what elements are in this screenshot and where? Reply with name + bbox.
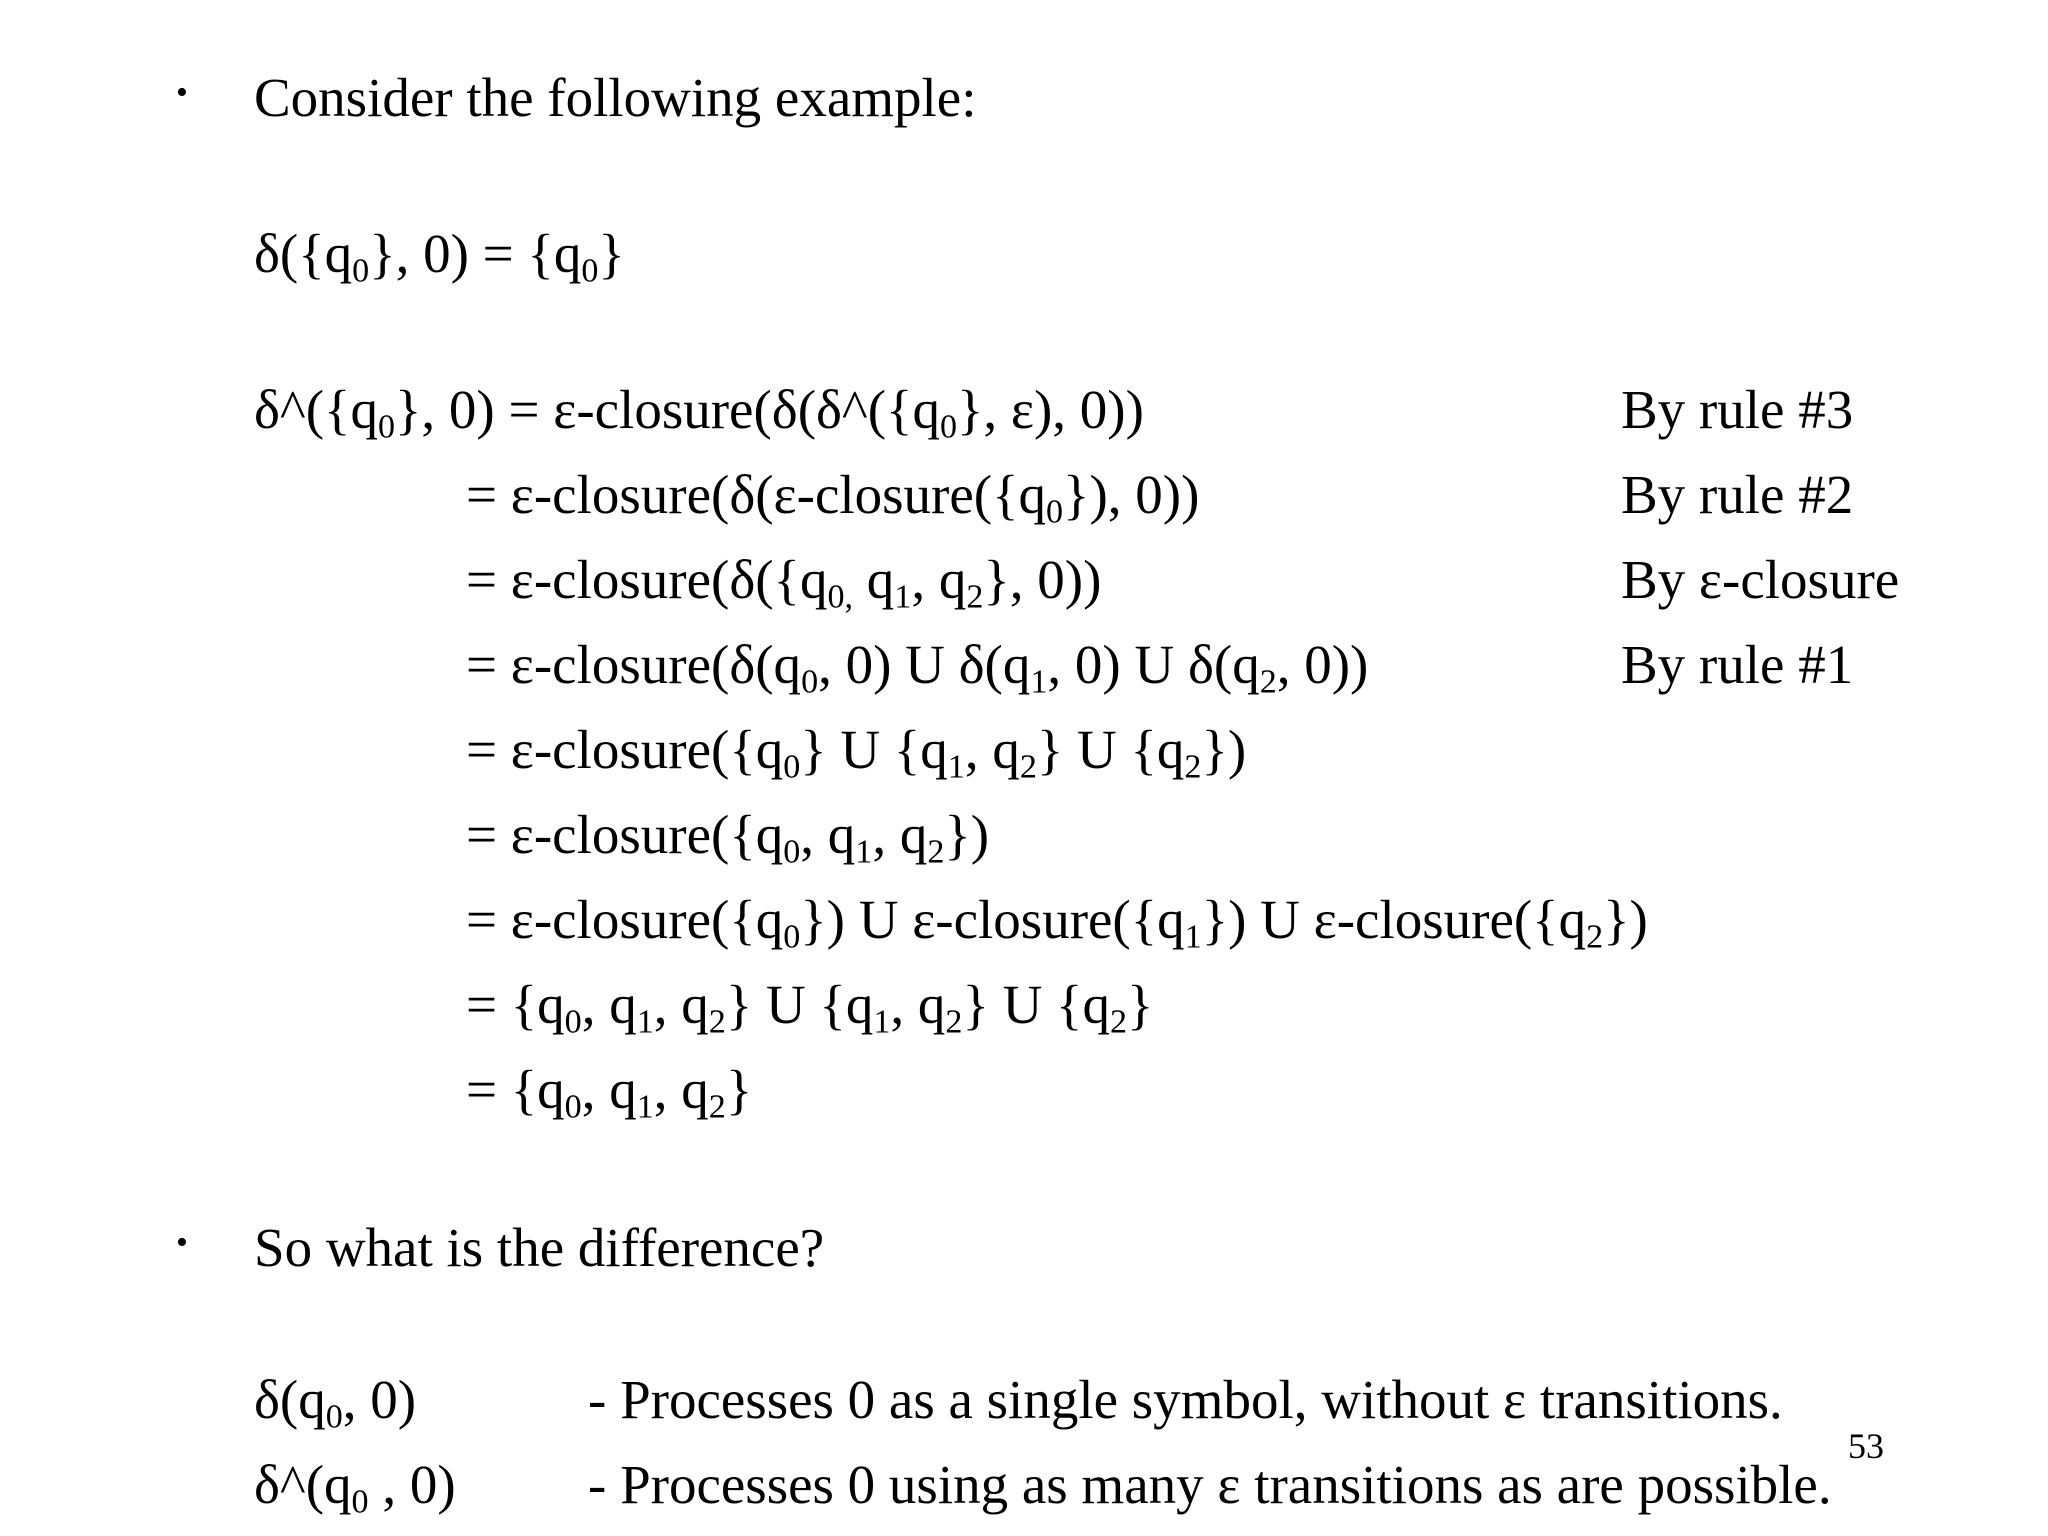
formula-text: }	[598, 223, 625, 284]
subscript: 1	[873, 1003, 891, 1041]
comparison-expr-delta	[254, 1369, 417, 1436]
subscript: 0	[939, 408, 957, 446]
bullet-text-difference: So what is the difference?	[254, 1217, 825, 1278]
formula-text: } U {q	[800, 719, 948, 780]
comparison-desc-delta-hat: - Processes 0 using as many ε transitions as are possible.	[588, 1454, 1832, 1515]
subscript: 1	[1184, 918, 1202, 956]
subscript: 0	[352, 252, 370, 290]
derivation-step	[466, 889, 1648, 956]
derivation-step	[466, 804, 990, 871]
formula-text: = ε-closure(δ(ε-closure({q	[466, 464, 1046, 525]
subscript: 2	[708, 1088, 726, 1126]
formula-text: , 0)	[368, 1454, 456, 1515]
bullet-marker: •	[176, 74, 188, 111]
justification-rule-2: By rule #2	[1621, 464, 1854, 525]
formula-text: }) U ε-closure({q	[800, 889, 1185, 950]
formula-text: }) U ε-closure({q	[1201, 889, 1587, 950]
derivation-step	[466, 719, 1247, 786]
derivation-step	[466, 549, 1102, 616]
formula-text: , q	[911, 549, 967, 610]
derivation-step	[466, 634, 1369, 701]
justification-rule-1: By rule #1	[1621, 634, 1854, 695]
formula-text: = {q	[466, 1059, 565, 1120]
subscript: 2	[1586, 918, 1604, 956]
comparison-desc-delta: - Processes 0 as a single symbol, without ε transitions.	[588, 1369, 1783, 1430]
formula-text: }, 0) = ε-closure(δ(δ^({q	[395, 379, 940, 440]
subscript: 2	[1259, 663, 1277, 701]
bullet-marker: •	[176, 1224, 188, 1261]
formula-text: , q	[581, 974, 637, 1035]
formula-text: , q	[964, 719, 1020, 780]
justification-rule-3: By rule #3	[1621, 379, 1854, 440]
derivation-step	[466, 1059, 753, 1126]
subscript: 0,	[827, 578, 854, 616]
bullet-text-consider: Consider the following example:	[254, 67, 977, 128]
formula-text: , 0) U δ(q	[818, 634, 1031, 695]
subscript: 1	[855, 833, 873, 871]
subscript: 0	[351, 1483, 369, 1521]
subscript: 2	[1019, 748, 1037, 786]
formula-text: , q	[653, 1059, 709, 1120]
formula-text: })	[1603, 889, 1648, 950]
subscript: 0	[564, 1003, 582, 1041]
subscript: 2	[966, 578, 984, 616]
formula-text: , q	[800, 804, 856, 865]
formula-text: = ε-closure({q	[466, 889, 784, 950]
formula-text: })	[1201, 719, 1247, 780]
subscript: 0	[783, 833, 801, 871]
formula-text: }), 0))	[1063, 464, 1200, 525]
subscript: 0	[325, 1398, 343, 1436]
subscript: 2	[945, 1003, 963, 1041]
formula-text: , q	[581, 1059, 637, 1120]
subscript: 1	[947, 748, 965, 786]
formula-text: })	[944, 804, 990, 865]
formula-text: = ε-closure(δ({q	[466, 549, 828, 610]
subscript: 0	[1046, 493, 1064, 531]
subscript: 0	[564, 1088, 582, 1126]
subscript: 1	[636, 1003, 654, 1041]
subscript: 0	[783, 748, 801, 786]
formula-text: δ^(q	[254, 1454, 352, 1515]
subscript: 2	[1109, 1003, 1128, 1041]
formula-text: = ε-closure(δ(q	[466, 634, 802, 695]
formula-text: }	[725, 1059, 753, 1120]
formula-text: }, 0))	[983, 549, 1102, 610]
justification-epsilon-closure: By ε-closure	[1621, 549, 1900, 610]
subscript: 0	[783, 918, 801, 956]
subscript: 0	[801, 663, 819, 701]
formula-text: , 0) U δ(q	[1047, 634, 1260, 695]
derivation-step	[466, 974, 1154, 1041]
delta-definition-line	[254, 223, 625, 290]
formula-text: δ(q	[254, 1369, 326, 1430]
formula-text: = {q	[466, 974, 565, 1035]
formula-text: δ^({q	[254, 379, 378, 440]
formula-text: }, 0) = {q	[369, 223, 582, 284]
comparison-expr-delta-hat	[254, 1454, 456, 1521]
subscript: 1	[636, 1088, 654, 1126]
derivation-step	[466, 464, 1200, 531]
formula-text: = ε-closure({q	[466, 804, 784, 865]
derivation-first-line	[254, 379, 1144, 446]
subscript: 1	[894, 578, 912, 616]
formula-text: } U {q	[962, 974, 1110, 1035]
subscript: 2	[708, 1003, 726, 1041]
subscript: 0	[581, 252, 599, 290]
subscript: 2	[1184, 748, 1202, 786]
formula-text: = ε-closure({q	[466, 719, 784, 780]
formula-text: δ({q	[254, 223, 353, 284]
subscript: 2	[927, 833, 945, 871]
formula-text: , 0))	[1276, 634, 1369, 695]
formula-text: , 0)	[342, 1369, 417, 1430]
page-number: 53	[1848, 1426, 1884, 1466]
formula-text: }	[1127, 974, 1154, 1035]
formula-text: } U {q	[725, 974, 874, 1035]
formula-text: q	[853, 549, 895, 610]
formula-text: , q	[872, 804, 928, 865]
formula-text: , q	[890, 974, 946, 1035]
formula-text: , q	[653, 974, 709, 1035]
subscript: 1	[1030, 663, 1048, 701]
formula-text: }, ε), 0))	[957, 379, 1144, 440]
formula-text: } U {q	[1036, 719, 1185, 780]
subscript: 0	[377, 408, 395, 446]
